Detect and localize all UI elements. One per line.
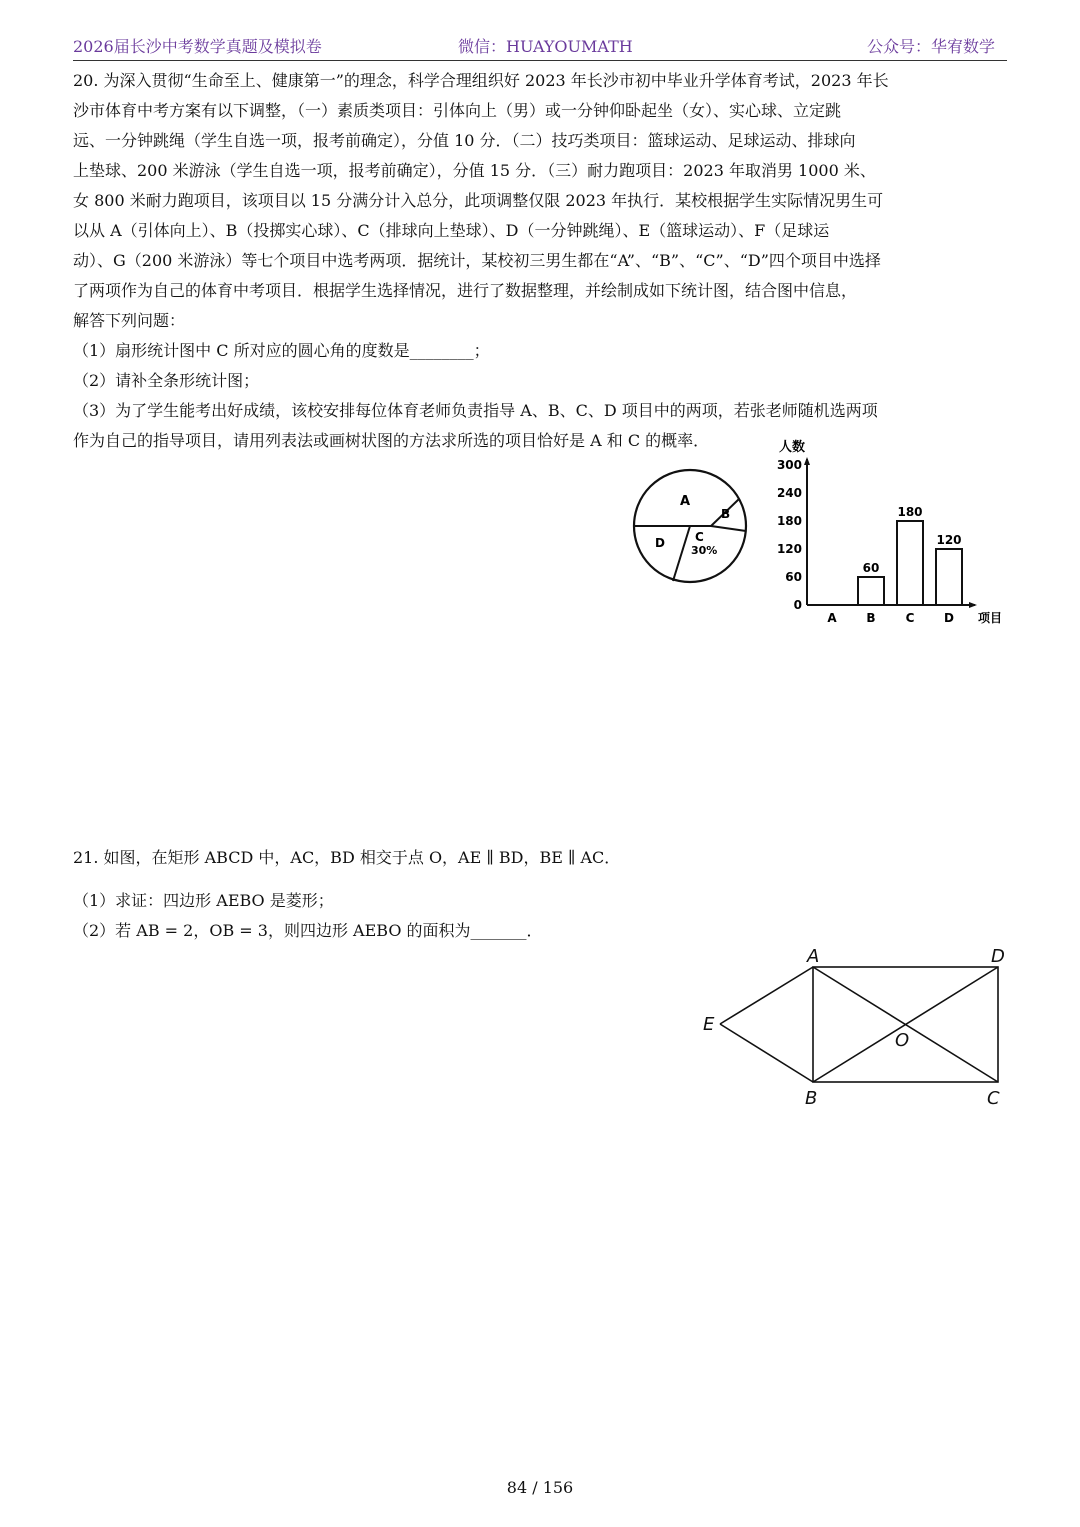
bar-data-label: 180 [897, 505, 923, 519]
bar-y-tick-label: 180 [776, 514, 802, 528]
bar-y-axis-label: 人数 [779, 440, 806, 455]
bar-chart [775, 437, 1015, 632]
pie-label-c: C [695, 530, 704, 544]
bar-y-tick-label: 0 [793, 598, 802, 612]
pie-divider-b-lower [711, 526, 746, 531]
bar-x-axis-label: 项目 [978, 611, 1003, 625]
q20-part-2: （2）请补全条形统计图； [73, 371, 260, 390]
page-header [73, 30, 1007, 61]
bar-x-tick-label: B [866, 611, 876, 625]
point-e-label: E [703, 1014, 715, 1035]
bar-x-axis-arrow [969, 602, 977, 608]
point-a-label: A [807, 946, 820, 967]
bar-y-axis-arrow [804, 457, 810, 465]
page-number: 84 / 156 [506, 1478, 574, 1497]
bar-y-tick-label: 60 [785, 570, 802, 584]
header-title: 2026届长沙中考数学真题及模拟卷 [73, 37, 322, 56]
q21-part-1: （1）求证：四边形 AEBO 是菱形； [73, 891, 334, 910]
segment-eb [720, 1024, 813, 1082]
q20-part-1: （1）扇形统计图中 C 所对应的圆心角的度数是________； [73, 341, 490, 360]
q20-line: 20. 为深入贯彻“生命至上、健康第一”的理念，科学合理组织好 2023 年长沙市初中毕业升学体育考试，2023 年长 [73, 71, 889, 90]
bar-y-tick-label: 300 [776, 458, 802, 472]
q20-line: 了两项作为自己的体育中考项目．根据学生选择情况，进行了数据整理，并绘制成如下统计图，结合图中信息， [73, 281, 858, 300]
bar-c [897, 521, 923, 605]
q20-line: 女 800 米耐力跑项目，该项目以 15 分满分计入总分，此项调整仅限 2023 年执行．某校根据学生实际情况男生可 [73, 191, 884, 210]
point-c-label: C [987, 1088, 1000, 1109]
q20-line: 上垫球、200 米游泳（学生自选一项，报考前确定），分值 15 分．（三）耐力跑项目：2023 年取消男 1000 米、 [73, 161, 876, 180]
q20-part-3-cont: 作为自己的指导项目，请用列表法或画树状图的方法求所选的项目恰好是 A 和 C 的概率． [73, 431, 710, 450]
header-wechat: 微信：HUAYOUMATH [458, 37, 633, 56]
q21-stem-text: 21. 如图，在矩形 ABCD 中，AC，BD 相交于点 O，AE ∥ BD，BE ∥ AC． [73, 848, 621, 867]
bar-x-tick-label: D [944, 611, 954, 625]
q20-part-3: （3）为了学生能考出好成绩，该校安排每位体育老师负责指导 A、B、C、D 项目中的两项，若张老师随机选两项 [73, 401, 878, 420]
bar-y-tick-label: 120 [776, 542, 802, 556]
bar-data-label: 120 [936, 533, 962, 547]
pie-label-b: B [721, 507, 731, 521]
rectangle-figure [695, 940, 1025, 1115]
bar-data-label: 60 [862, 561, 880, 575]
bar-x-tick-label: C [905, 611, 915, 625]
point-d-label: D [991, 946, 1005, 967]
segment-ea [720, 967, 813, 1024]
pie-chart [625, 464, 755, 589]
q20-line: 以从 A（引体向上）、B（投掷实心球）、C（排球向上垫球）、D（一分钟跳绳）、E（篮球运动）、F（足球运 [73, 221, 830, 240]
header-account: 公众号：华宥数学 [866, 37, 995, 56]
pie-label-c-percent: 30% [691, 544, 718, 557]
bar-b [858, 577, 884, 605]
pie-label-d: D [655, 536, 665, 550]
q20-line: 动）、G（200 米游泳）等七个项目中选考两项．据统计，某校初三男生都在“A”、“B”、“C”、“D”四个项目中选择 [73, 251, 881, 270]
bar-y-tick-label: 240 [776, 486, 802, 500]
bar-d [936, 549, 962, 605]
pie-label-a: A [680, 494, 691, 509]
q20-line: 解答下列问题： [73, 311, 186, 330]
question-21-stem [73, 843, 1008, 873]
pie-divider-c-d [673, 526, 690, 581]
q20-line: 远、一分钟跳绳（学生自选一项，报考前确定），分值 10 分．（二）技巧类项目：篮球运动、足球运动、排球向 [73, 131, 856, 150]
bar-x-tick-label: A [827, 611, 837, 625]
point-b-label: B [805, 1088, 818, 1109]
point-o-label: O [895, 1030, 910, 1051]
q20-line: 沙市体育中考方案有以下调整，（一）素质类项目：引体向上（男）或一分钟仰卧起坐（女）、实心球、立定跳 [73, 101, 842, 120]
question-21-parts [73, 886, 1008, 946]
question-20 [73, 66, 1008, 456]
q21-part-2: （2）若 AB = 2，OB = 3，则四边形 AEBO 的面积为_______． [73, 921, 543, 940]
